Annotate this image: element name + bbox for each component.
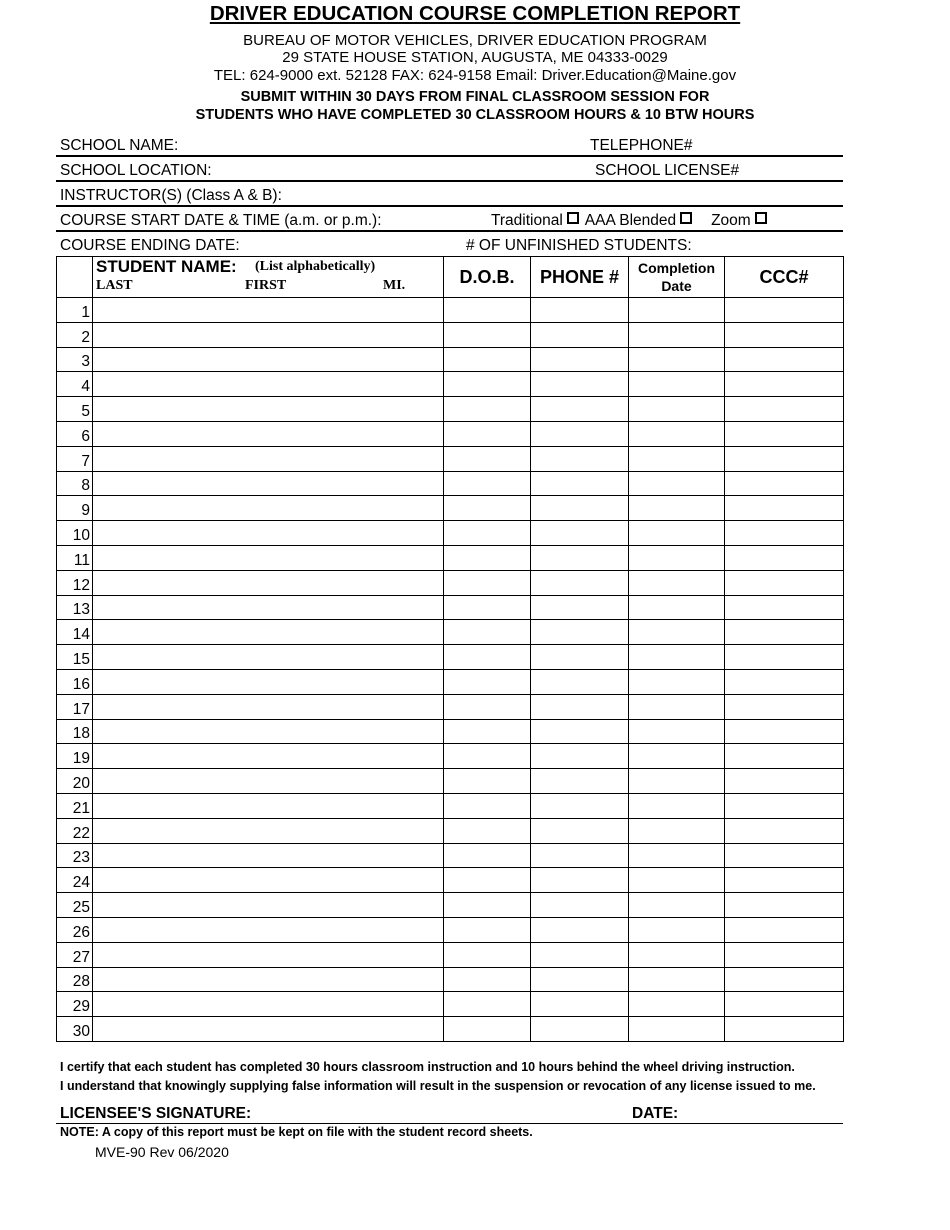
- dob-cell[interactable]: [444, 397, 531, 422]
- table-row: [57, 322, 844, 347]
- row-number: 25: [57, 893, 93, 918]
- submit-instruction-1: SUBMIT WITHIN 30 DAYS FROM FINAL CLASSROOM SESSION FOR: [240, 89, 710, 105]
- row-number: 21: [57, 793, 93, 818]
- phone-cell[interactable]: [531, 421, 629, 446]
- table-row: [57, 719, 844, 744]
- completion-date-cell[interactable]: [629, 322, 725, 347]
- student-name-cell[interactable]: [93, 669, 444, 694]
- telephone-label: TELEPHONE#: [590, 137, 693, 154]
- completion-date-cell[interactable]: [629, 893, 725, 918]
- phone-cell[interactable]: [531, 694, 629, 719]
- student-name-cell[interactable]: [93, 942, 444, 967]
- completion-label: Completion: [638, 260, 715, 276]
- option-zoom-label: Zoom: [711, 212, 751, 229]
- student-name-cell[interactable]: [93, 793, 444, 818]
- dob-cell[interactable]: [444, 521, 531, 546]
- table-row: [57, 744, 844, 769]
- dob-cell[interactable]: [444, 347, 531, 372]
- phone-cell[interactable]: [531, 843, 629, 868]
- completion-date-cell[interactable]: [629, 521, 725, 546]
- middle-initial-subheading: MI.: [383, 278, 406, 293]
- row-number: 1: [57, 298, 93, 323]
- instructors-line[interactable]: [56, 205, 843, 207]
- row-number: 23: [57, 843, 93, 868]
- row-number: 5: [57, 397, 93, 422]
- phone-cell[interactable]: [531, 769, 629, 794]
- dob-cell[interactable]: [444, 942, 531, 967]
- table-row: [57, 471, 844, 496]
- row-number: 8: [57, 471, 93, 496]
- completion-date-cell[interactable]: [629, 421, 725, 446]
- completion-date-cell[interactable]: [629, 298, 725, 323]
- form-identifier: MVE-90 Rev 06/2020: [95, 1144, 229, 1160]
- student-name-cell[interactable]: [93, 1017, 444, 1042]
- ccc-cell[interactable]: [725, 719, 844, 744]
- phone-cell[interactable]: [531, 397, 629, 422]
- student-name-cell[interactable]: [93, 595, 444, 620]
- student-name-cell[interactable]: [93, 645, 444, 670]
- ccc-cell[interactable]: [725, 917, 844, 942]
- list-alphabetically-note: (List alphabetically): [255, 259, 376, 274]
- phone-cell[interactable]: [531, 347, 629, 372]
- zoom-checkbox[interactable]: [755, 212, 767, 224]
- signature-line[interactable]: [56, 1123, 843, 1124]
- phone-cell[interactable]: [531, 595, 629, 620]
- unfinished-label: # OF UNFINISHED STUDENTS:: [466, 237, 692, 254]
- ccc-cell[interactable]: [725, 868, 844, 893]
- phone-cell[interactable]: [531, 471, 629, 496]
- instructors-label: INSTRUCTOR(S) (Class A & B):: [60, 187, 282, 204]
- school-name-line[interactable]: [56, 155, 843, 157]
- row-number: 7: [57, 446, 93, 471]
- school-name-label: SCHOOL NAME:: [60, 137, 179, 154]
- table-row: [57, 967, 844, 992]
- student-name-cell[interactable]: [93, 521, 444, 546]
- student-name-cell[interactable]: [93, 818, 444, 843]
- table-row: [57, 595, 844, 620]
- certification-statement: I certify that each student has completed 30 hours classroom instruction and 10 hours behind the wheel driving instruction.: [60, 1060, 795, 1074]
- dob-cell[interactable]: [444, 744, 531, 769]
- phone-cell[interactable]: [531, 545, 629, 570]
- dob-cell[interactable]: [444, 421, 531, 446]
- table-row: [57, 669, 844, 694]
- ccc-cell[interactable]: [725, 521, 844, 546]
- school-location-label: SCHOOL LOCATION:: [60, 162, 212, 179]
- dob-cell[interactable]: [444, 1017, 531, 1042]
- table-row: [57, 372, 844, 397]
- student-name-cell[interactable]: [93, 868, 444, 893]
- student-name-cell[interactable]: [93, 967, 444, 992]
- completion-date-cell[interactable]: [629, 942, 725, 967]
- contact-line: TEL: 624-9000 ext. 52128 FAX: 624-9158 Email: Driver.Education@Maine.gov: [213, 67, 737, 84]
- ccc-cell[interactable]: [725, 322, 844, 347]
- phone-cell[interactable]: [531, 1017, 629, 1042]
- table-row: [57, 570, 844, 595]
- completion-date-cell[interactable]: [629, 645, 725, 670]
- ccc-cell[interactable]: [725, 298, 844, 323]
- phone-cell[interactable]: [531, 372, 629, 397]
- phone-cell[interactable]: [531, 298, 629, 323]
- ccc-cell[interactable]: [725, 397, 844, 422]
- phone-cell[interactable]: [531, 521, 629, 546]
- dob-header: D.O.B.: [444, 257, 531, 298]
- table-row: [57, 521, 844, 546]
- completion-date-cell[interactable]: [629, 719, 725, 744]
- dob-cell[interactable]: [444, 620, 531, 645]
- completion-date-cell[interactable]: [629, 868, 725, 893]
- row-number: 22: [57, 818, 93, 843]
- course-start-line[interactable]: [56, 230, 843, 232]
- row-number: 6: [57, 421, 93, 446]
- completion-date-cell[interactable]: [629, 471, 725, 496]
- table-row: [57, 893, 844, 918]
- aaa-blended-checkbox[interactable]: [680, 212, 692, 224]
- completion-date-cell[interactable]: [629, 372, 725, 397]
- student-name-cell[interactable]: [93, 397, 444, 422]
- completion-date-cell[interactable]: [629, 446, 725, 471]
- phone-cell[interactable]: [531, 496, 629, 521]
- dob-cell[interactable]: [444, 769, 531, 794]
- first-name-subheading: FIRST: [245, 278, 287, 293]
- table-row: [57, 1017, 844, 1042]
- row-number: 20: [57, 769, 93, 794]
- dob-cell[interactable]: [444, 471, 531, 496]
- completion-date-cell[interactable]: [629, 496, 725, 521]
- table-row: [57, 818, 844, 843]
- signature-date-label: DATE:: [632, 1105, 679, 1122]
- ccc-cell[interactable]: [725, 372, 844, 397]
- ccc-cell[interactable]: [725, 843, 844, 868]
- table-row: [57, 545, 844, 570]
- ccc-cell[interactable]: [725, 669, 844, 694]
- school-license-label: SCHOOL LICENSE#: [595, 162, 740, 179]
- dob-cell[interactable]: [444, 669, 531, 694]
- completion-date-cell[interactable]: [629, 669, 725, 694]
- table-row: [57, 645, 844, 670]
- table-row: [57, 917, 844, 942]
- phone-cell[interactable]: [531, 446, 629, 471]
- ccc-cell[interactable]: [725, 496, 844, 521]
- student-name-cell[interactable]: [93, 769, 444, 794]
- dob-cell[interactable]: [444, 694, 531, 719]
- ccc-cell[interactable]: [725, 471, 844, 496]
- dob-cell[interactable]: [444, 868, 531, 893]
- phone-cell[interactable]: [531, 669, 629, 694]
- date-label: Date: [661, 278, 692, 294]
- student-name-heading: STUDENT NAME:: [96, 257, 237, 276]
- table-row: [57, 769, 844, 794]
- student-name-cell[interactable]: [93, 843, 444, 868]
- traditional-checkbox[interactable]: [567, 212, 579, 224]
- row-number: 30: [57, 1017, 93, 1042]
- dob-cell[interactable]: [444, 322, 531, 347]
- completion-date-cell[interactable]: [629, 397, 725, 422]
- ccc-header: CCC#: [725, 257, 844, 298]
- row-number: 28: [57, 967, 93, 992]
- dob-cell[interactable]: [444, 496, 531, 521]
- form-title: DRIVER EDUCATION COURSE COMPLETION REPORT: [209, 2, 741, 25]
- completion-date-cell[interactable]: [629, 967, 725, 992]
- row-number: 17: [57, 694, 93, 719]
- phone-cell[interactable]: [531, 818, 629, 843]
- option-traditional-label: Traditional: [491, 212, 563, 229]
- table-row: [57, 868, 844, 893]
- course-end-label: COURSE ENDING DATE:: [60, 237, 240, 254]
- row-number: 16: [57, 669, 93, 694]
- bureau-line: BUREAU OF MOTOR VEHICLES, DRIVER EDUCATION PROGRAM: [243, 32, 707, 49]
- row-number: 9: [57, 496, 93, 521]
- phone-cell[interactable]: [531, 793, 629, 818]
- phone-cell[interactable]: [531, 942, 629, 967]
- ccc-cell[interactable]: [725, 1017, 844, 1042]
- completion-date-cell[interactable]: [629, 1017, 725, 1042]
- row-number: 11: [57, 545, 93, 570]
- phone-cell[interactable]: [531, 967, 629, 992]
- student-name-cell[interactable]: [93, 620, 444, 645]
- table-row: [57, 347, 844, 372]
- row-number: 4: [57, 372, 93, 397]
- dob-cell[interactable]: [444, 843, 531, 868]
- completion-date-cell[interactable]: [629, 694, 725, 719]
- student-name-cell[interactable]: [93, 694, 444, 719]
- ccc-cell[interactable]: [725, 992, 844, 1017]
- ccc-cell[interactable]: [725, 942, 844, 967]
- ccc-cell[interactable]: [725, 595, 844, 620]
- row-number: 18: [57, 719, 93, 744]
- completion-date-cell[interactable]: [629, 769, 725, 794]
- row-number: 14: [57, 620, 93, 645]
- phone-cell[interactable]: [531, 893, 629, 918]
- student-name-cell[interactable]: [93, 322, 444, 347]
- table-row: [57, 992, 844, 1017]
- completion-date-cell[interactable]: [629, 917, 725, 942]
- student-name-cell[interactable]: [93, 446, 444, 471]
- table-header-row: [57, 257, 844, 298]
- phone-cell[interactable]: [531, 570, 629, 595]
- table-row: [57, 421, 844, 446]
- student-name-cell[interactable]: [93, 298, 444, 323]
- phone-cell[interactable]: [531, 645, 629, 670]
- completion-date-cell[interactable]: [629, 744, 725, 769]
- table-row: [57, 694, 844, 719]
- table-row: [57, 942, 844, 967]
- school-location-line[interactable]: [56, 180, 843, 182]
- phone-cell[interactable]: [531, 868, 629, 893]
- row-number: 12: [57, 570, 93, 595]
- completion-date-cell[interactable]: [629, 347, 725, 372]
- ccc-cell[interactable]: [725, 694, 844, 719]
- ccc-cell[interactable]: [725, 893, 844, 918]
- completion-date-cell[interactable]: [629, 620, 725, 645]
- student-name-cell[interactable]: [93, 570, 444, 595]
- student-name-cell[interactable]: [93, 421, 444, 446]
- row-number-header: [57, 257, 93, 298]
- dob-cell[interactable]: [444, 298, 531, 323]
- ccc-cell[interactable]: [725, 769, 844, 794]
- last-name-subheading: LAST: [96, 278, 133, 293]
- ccc-cell[interactable]: [725, 967, 844, 992]
- phone-cell[interactable]: [531, 917, 629, 942]
- student-name-cell[interactable]: [93, 545, 444, 570]
- dob-cell[interactable]: [444, 545, 531, 570]
- ccc-cell[interactable]: [725, 570, 844, 595]
- student-name-header: [93, 257, 444, 298]
- phone-cell[interactable]: [531, 744, 629, 769]
- phone-cell[interactable]: [531, 620, 629, 645]
- ccc-cell[interactable]: [725, 347, 844, 372]
- table-row: [57, 793, 844, 818]
- table-row: [57, 446, 844, 471]
- student-name-cell[interactable]: [93, 719, 444, 744]
- ccc-cell[interactable]: [725, 744, 844, 769]
- student-name-cell[interactable]: [93, 372, 444, 397]
- completion-date-cell[interactable]: [629, 545, 725, 570]
- completion-date-cell[interactable]: [629, 992, 725, 1017]
- phone-cell[interactable]: [531, 992, 629, 1017]
- row-number: 10: [57, 521, 93, 546]
- dob-cell[interactable]: [444, 446, 531, 471]
- table-row: [57, 620, 844, 645]
- dob-cell[interactable]: [444, 793, 531, 818]
- completion-date-cell[interactable]: [629, 793, 725, 818]
- ccc-cell[interactable]: [725, 793, 844, 818]
- ccc-cell[interactable]: [725, 545, 844, 570]
- ccc-cell[interactable]: [725, 446, 844, 471]
- dob-cell[interactable]: [444, 372, 531, 397]
- student-table: [56, 256, 844, 1042]
- dob-cell[interactable]: [444, 595, 531, 620]
- student-name-cell[interactable]: [93, 471, 444, 496]
- dob-cell[interactable]: [444, 570, 531, 595]
- table-row: [57, 397, 844, 422]
- address-line: 29 STATE HOUSE STATION, AUGUSTA, ME 04333-0029: [282, 49, 668, 66]
- row-number: 24: [57, 868, 93, 893]
- student-name-cell[interactable]: [93, 496, 444, 521]
- ccc-cell[interactable]: [725, 645, 844, 670]
- delivery-options: [491, 212, 773, 230]
- table-row: [57, 298, 844, 323]
- student-name-cell[interactable]: [93, 917, 444, 942]
- option-aaa-label: AAA Blended: [584, 212, 677, 229]
- dob-cell[interactable]: [444, 719, 531, 744]
- record-keeping-note: NOTE: A copy of this report must be kept on file with the student record sheets.: [60, 1125, 533, 1139]
- dob-cell[interactable]: [444, 645, 531, 670]
- false-information-warning: I understand that knowingly supplying false information will result in the suspension or revocation of any license issued to me.: [60, 1079, 816, 1093]
- signature-label: LICENSEE'S SIGNATURE:: [60, 1105, 252, 1122]
- submit-instruction-2: STUDENTS WHO HAVE COMPLETED 30 CLASSROOM HOURS & 10 BTW HOURS: [195, 107, 755, 123]
- student-name-cell[interactable]: [93, 744, 444, 769]
- row-number: 26: [57, 917, 93, 942]
- student-name-cell[interactable]: [93, 992, 444, 1017]
- completion-date-header: [629, 257, 725, 298]
- table-row: [57, 843, 844, 868]
- row-number: 27: [57, 942, 93, 967]
- row-number: 29: [57, 992, 93, 1017]
- ccc-cell[interactable]: [725, 818, 844, 843]
- row-number: 13: [57, 595, 93, 620]
- completion-date-cell[interactable]: [629, 570, 725, 595]
- row-number: 3: [57, 347, 93, 372]
- row-number: 15: [57, 645, 93, 670]
- course-start-label: COURSE START DATE & TIME (a.m. or p.m.):: [60, 212, 382, 229]
- row-number: 19: [57, 744, 93, 769]
- table-row: [57, 496, 844, 521]
- student-name-cell[interactable]: [93, 893, 444, 918]
- completion-date-cell[interactable]: [629, 595, 725, 620]
- dob-cell[interactable]: [444, 893, 531, 918]
- phone-cell[interactable]: [531, 322, 629, 347]
- dob-cell[interactable]: [444, 917, 531, 942]
- dob-cell[interactable]: [444, 992, 531, 1017]
- phone-header: PHONE #: [531, 257, 629, 298]
- student-name-cell[interactable]: [93, 347, 444, 372]
- phone-cell[interactable]: [531, 719, 629, 744]
- row-number: 2: [57, 322, 93, 347]
- completion-date-cell[interactable]: [629, 843, 725, 868]
- ccc-cell[interactable]: [725, 620, 844, 645]
- dob-cell[interactable]: [444, 967, 531, 992]
- completion-date-cell[interactable]: [629, 818, 725, 843]
- dob-cell[interactable]: [444, 818, 531, 843]
- ccc-cell[interactable]: [725, 421, 844, 446]
